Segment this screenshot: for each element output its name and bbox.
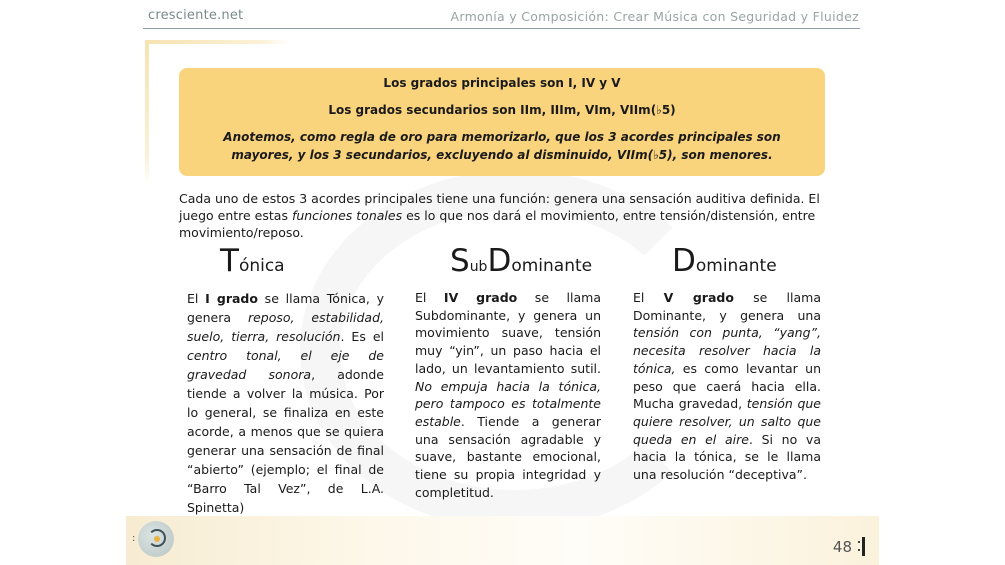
tonica-description <box>187 289 384 517</box>
text: El <box>415 290 444 305</box>
emphasis: No empuja hacia la tónica, pero tampoco es totalmente estable <box>415 378 601 429</box>
page-marker-bar <box>862 537 865 556</box>
heading-rest: ónica <box>238 256 285 276</box>
emphasis: centro tonal, el eje de gravedad sonora <box>187 348 384 382</box>
intro-text-2: es lo que nos dará el movimiento, entre tensión/distensión, entre movimiento/reposo. <box>179 208 816 240</box>
intro-paragraph <box>179 190 829 241</box>
subdominante-description <box>415 289 601 501</box>
document-title: Armonía y Composición: Crear Música con Seguridad y Fluidez <box>450 9 859 24</box>
logo-dot <box>154 536 160 542</box>
heading-initial: S <box>450 243 470 279</box>
text: . Si no va hacia la tónica, se le llama una resolución “deceptiva”. <box>633 431 821 483</box>
heading-initial: T <box>220 243 239 279</box>
dominante-description <box>633 289 821 484</box>
corner-decoration-horizontal <box>145 40 291 44</box>
page-marker-dot <box>858 549 860 551</box>
heading-small: ub <box>469 259 488 275</box>
degree-label: I grado <box>205 291 258 306</box>
emphasis: reposo, estabilidad, suelo, tierra, resolución <box>187 310 384 344</box>
secondary-degrees-line: Los grados secundarios son IIm, IIIm, VIm, VIIm(♭5) <box>328 103 676 117</box>
key-points-box <box>179 68 825 176</box>
intro-emphasis: funciones tonales <box>291 208 403 223</box>
text: se llama Tónica, y genera <box>187 291 384 325</box>
cresciente-logo-icon <box>138 521 174 557</box>
principal-degrees-line: Los grados principales son I, IV y V <box>383 76 621 90</box>
text: se llama Dominante, y genera una <box>633 290 821 323</box>
heading-rest: ominante <box>511 256 593 276</box>
text: . Es el <box>340 329 384 344</box>
page-number: 48 <box>832 538 852 556</box>
heading-initial: D <box>487 243 512 279</box>
text: es como levantar un peso que caerá hacia ella. Mucha gravedad, <box>633 360 821 412</box>
logo-dots: : <box>132 533 136 544</box>
degree-label: IV grado <box>443 290 518 305</box>
heading-initial: D <box>672 243 696 279</box>
corner-decoration-vertical <box>145 40 149 186</box>
header-divider <box>143 28 860 29</box>
golden-rule-note: Anotemos, como regla de oro para memorizarlo, que los 3 acordes principales son mayores, y los 3 secundarios, excluyendo al disminuido, VIIm(♭5), son menores. <box>223 130 781 162</box>
text: El <box>633 290 664 305</box>
text: . Tiende a generar una sensación agradable y suave, bastante emocional, tiene su propia integridad y completitud. <box>415 413 601 500</box>
text: , adonde tiende a volver la música. Por lo general, se finaliza en este acorde, a menos que se quiera generar una sensación de final “abierto” (ejemplo; el final de “Barro Tal Vez”, de L.A. Spinetta) <box>187 367 384 515</box>
tonica-heading <box>220 243 285 279</box>
intro-text-1: Cada uno de estos 3 acordes principales tiene una función: genera una sensación auditiva definida. El juego entre estas <box>179 191 820 223</box>
heading-rest: ominante <box>695 256 777 276</box>
site-name: cresciente.net <box>148 8 244 23</box>
subdominante-heading <box>450 243 592 279</box>
degree-label: V grado <box>663 290 734 305</box>
page-marker-dot <box>858 541 860 543</box>
dominante-heading <box>672 243 777 279</box>
emphasis: tensión con punta, “yang”, necesita resolver hacia la tónica, <box>633 325 821 376</box>
text: El <box>187 291 206 306</box>
footer-band <box>126 516 879 565</box>
emphasis: tensión que quiere resolver, un salto que queda en el aire <box>633 396 821 447</box>
text: se llama Subdominante, y genera un movimiento suave, tensión muy “yin”, un paso hacia el lado, un levantamiento sutil. <box>415 290 601 376</box>
